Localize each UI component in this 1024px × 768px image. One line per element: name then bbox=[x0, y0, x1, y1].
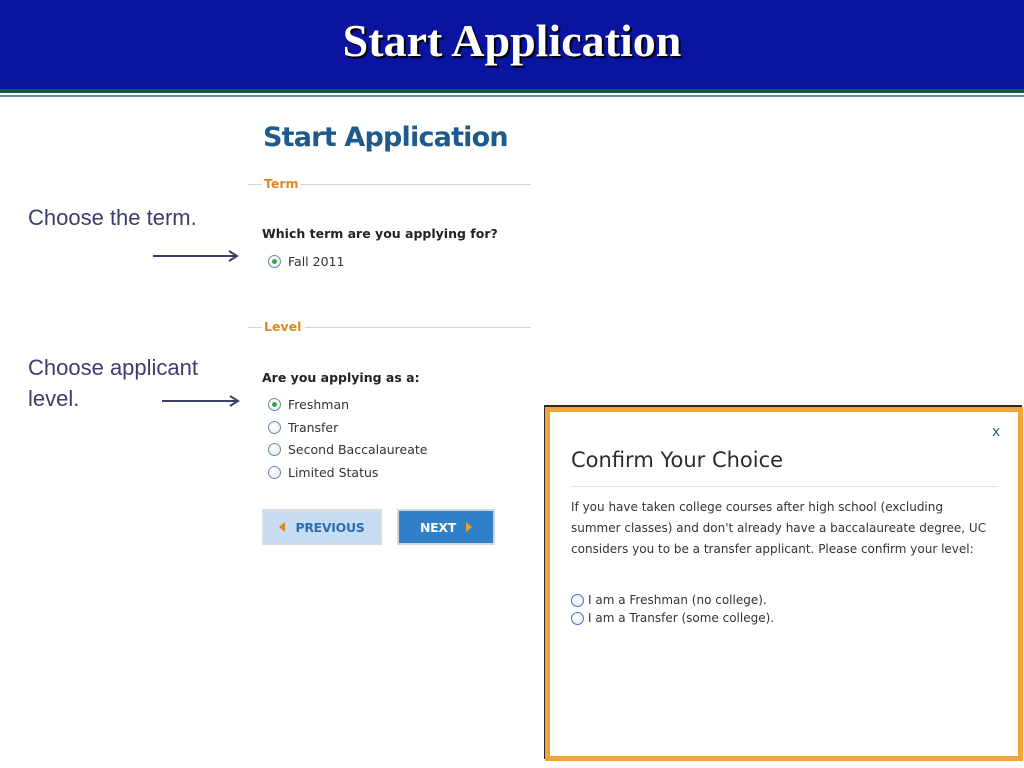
dialog-message-line: considers you to be a transfer applicant. Please confirm your level: bbox=[571, 542, 974, 556]
radio-checked-icon[interactable] bbox=[268, 398, 281, 411]
dialog-title: Confirm Your Choice bbox=[571, 448, 784, 472]
level-question: Are you applying as a: bbox=[262, 370, 420, 385]
next-button-label: NEXT bbox=[420, 519, 456, 535]
close-icon[interactable]: x bbox=[992, 424, 1001, 440]
level-legend-label: Level bbox=[264, 319, 302, 334]
previous-button-label: PREVIOUS bbox=[295, 519, 365, 535]
radio-unchecked-icon[interactable] bbox=[571, 612, 584, 625]
chevron-left-icon bbox=[279, 522, 285, 532]
radio-unchecked-icon[interactable] bbox=[571, 594, 584, 607]
level-option-label: Freshman bbox=[288, 396, 350, 412]
level-option-label: Second Baccalaureate bbox=[288, 441, 428, 457]
previous-button[interactable] bbox=[262, 509, 382, 545]
next-button[interactable] bbox=[397, 509, 495, 545]
annotation-level-line2: level. bbox=[28, 386, 80, 411]
term-option-fall-2011[interactable] bbox=[268, 252, 344, 270]
term-section-legend bbox=[248, 177, 531, 191]
dialog-divider bbox=[571, 486, 998, 487]
slide-title: Start Application bbox=[342, 15, 682, 66]
term-legend-label: Term bbox=[264, 176, 299, 191]
dialog-message bbox=[571, 497, 1001, 560]
banner-divider bbox=[0, 95, 1024, 97]
confirm-dialog bbox=[545, 407, 1023, 761]
dialog-message-line: summer classes) and don't already have a baccalaureate degree, UC bbox=[571, 521, 987, 535]
radio-unchecked-icon[interactable] bbox=[268, 443, 281, 456]
radio-unchecked-icon[interactable] bbox=[268, 466, 281, 479]
slide-title-banner bbox=[0, 0, 1024, 93]
dialog-option-label: I am a Freshman (no college). bbox=[588, 593, 767, 607]
radio-unchecked-icon[interactable] bbox=[268, 421, 281, 434]
form-heading: Start Application bbox=[263, 122, 508, 153]
level-option-limited-status[interactable] bbox=[268, 463, 378, 481]
annotation-arrow-term-icon bbox=[152, 249, 240, 263]
dialog-option-freshman[interactable] bbox=[571, 592, 767, 608]
annotation-level-line1: Choose applicant bbox=[28, 355, 199, 380]
level-option-label: Limited Status bbox=[288, 464, 379, 480]
chevron-right-icon bbox=[466, 522, 472, 532]
dialog-message-line: If you have taken college courses after high school (excluding bbox=[571, 500, 943, 514]
radio-checked-icon[interactable] bbox=[268, 255, 281, 268]
dialog-option-transfer[interactable] bbox=[571, 610, 774, 626]
level-option-transfer[interactable] bbox=[268, 418, 338, 436]
level-section-legend bbox=[248, 320, 531, 334]
term-question: Which term are you applying for? bbox=[262, 226, 498, 241]
level-option-label: Transfer bbox=[288, 419, 339, 435]
level-option-second-baccalaureate[interactable] bbox=[268, 440, 427, 458]
term-option-label: Fall 2011 bbox=[288, 253, 345, 269]
level-option-freshman[interactable] bbox=[268, 395, 349, 413]
annotation-arrow-level-icon bbox=[161, 394, 241, 408]
annotation-term: Choose the term. bbox=[28, 205, 197, 230]
dialog-option-label: I am a Transfer (some college). bbox=[588, 611, 775, 625]
